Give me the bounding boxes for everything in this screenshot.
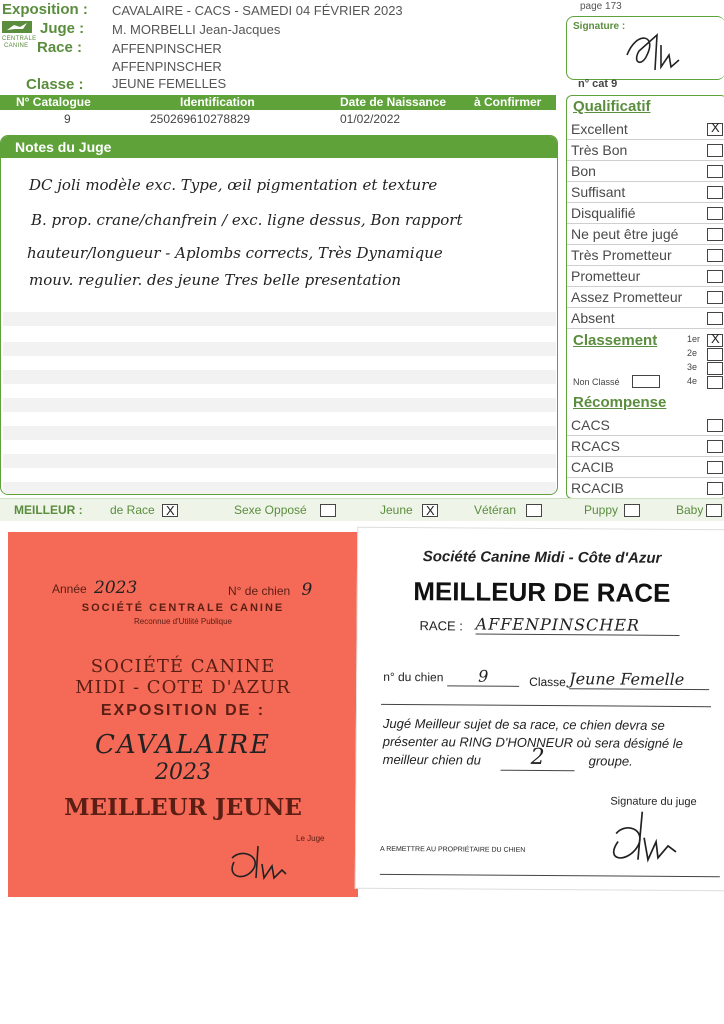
meilleur-baby[interactable]: Baby bbox=[676, 503, 704, 517]
classe-label-2: Classe bbox=[529, 674, 566, 690]
chien-value: 9 bbox=[301, 580, 313, 600]
qual-disqualifie[interactable]: Disqualifié bbox=[567, 202, 724, 224]
place-2[interactable]: 2e bbox=[687, 348, 698, 358]
chien-value-2: 9 bbox=[447, 666, 519, 687]
meilleur-jeune-card bbox=[8, 532, 358, 897]
le-juge: Le Juge bbox=[296, 834, 325, 843]
rec-cacib[interactable]: CACIB bbox=[567, 456, 724, 478]
qual-bon[interactable]: Bon bbox=[567, 160, 724, 182]
notes-title: Notes du Juge bbox=[1, 136, 557, 158]
meilleur-race[interactable]: de Race bbox=[110, 503, 155, 517]
place-3[interactable]: 3e bbox=[687, 362, 698, 372]
catalogue-header: N° Catalogue Identification Date de Naissance à Confirmer bbox=[0, 95, 556, 110]
qual-ne-peut-etre-juge[interactable]: Ne peut être jugé bbox=[567, 223, 724, 245]
catalogue-row: 9 250269610278829 01/02/2022 bbox=[64, 112, 401, 126]
notes-line: B. prop. crane/chanfrein / exc. ligne dessus, Bon rapport bbox=[31, 211, 463, 229]
qual-prometteur[interactable]: Prometteur bbox=[567, 265, 724, 287]
exposition-value: CAVALAIRE - CACS - SAMEDI 04 FÉVRIER 2023 bbox=[112, 3, 403, 18]
classe-value-2: Jeune Femelle bbox=[569, 669, 709, 690]
card2-org: Société Canine Midi - Côte d'Azur bbox=[422, 548, 662, 567]
chien-label: N° de chien bbox=[228, 584, 291, 598]
notes-line: DC joli modèle exc. Type, œil pigmentation et texture bbox=[29, 176, 438, 194]
card2-title: MEILLEUR DE RACE bbox=[413, 576, 671, 608]
card2-signature bbox=[594, 801, 690, 866]
chien-label-2: n° du chien bbox=[383, 669, 444, 685]
card2-text-3-end: groupe. bbox=[588, 753, 633, 769]
place-1[interactable]: 1er bbox=[687, 334, 701, 344]
exposition-label: Exposition : bbox=[2, 1, 88, 18]
qual-suffisant[interactable]: Suffisant bbox=[567, 181, 724, 203]
annee-label: Année bbox=[52, 582, 87, 596]
award-title: MEILLEUR JEUNE bbox=[64, 794, 302, 821]
meilleur-puppy[interactable]: Puppy bbox=[584, 503, 619, 517]
race-label-2: RACE : bbox=[419, 618, 463, 634]
juge-value: M. MORBELLI Jean-Jacques bbox=[112, 22, 281, 37]
page-number: page 173 bbox=[580, 1, 622, 12]
juge-label: Juge : bbox=[40, 20, 85, 37]
red-card-signature bbox=[216, 838, 306, 884]
race-label: Race : bbox=[37, 39, 83, 56]
meilleur-sexe-oppose[interactable]: Sexe Opposé bbox=[234, 503, 307, 517]
race-value: AFFENPINSCHER bbox=[112, 41, 222, 56]
card2-text-1: Jugé Meilleur sujet de sa race, ce chien devra se bbox=[382, 715, 665, 733]
qualificatif-panel: Qualificatif Excellent X Très Bon Bon Suffisant Disqualifié Ne peut être jugé Très Prometteur Prometteur Assez Prometteur Absent Classement 1er X 2e 3e 4e Non Classé Récompense CACS RCACS CACIB RCACIB bbox=[566, 95, 724, 499]
card2-footer: A REMETTRE AU PROPRIÉTAIRE DU CHIEN bbox=[379, 845, 526, 854]
expo-value: CAVALAIRE bbox=[94, 730, 272, 760]
groupe-value: 2 bbox=[501, 745, 575, 772]
meilleur-bar: MEILLEUR : de Race X Sexe Opposé Jeune X Vétéran Puppy Baby bbox=[0, 498, 724, 521]
card2-text-2: présenter au RING D'HONNEUR où sera désigné le bbox=[382, 733, 683, 751]
classement-title: Classement bbox=[573, 332, 658, 349]
card-title-1: SOCIÉTÉ CANINE bbox=[90, 656, 276, 677]
non-classe[interactable]: Non Classé bbox=[573, 377, 620, 387]
cat-label: n° cat 9 bbox=[578, 78, 618, 90]
qual-absent[interactable]: Absent bbox=[567, 307, 724, 329]
place-4[interactable]: 4e bbox=[687, 376, 698, 386]
race-value-hand: AFFENPINSCHER bbox=[476, 615, 680, 636]
rec-rcacs[interactable]: RCACS bbox=[567, 435, 724, 457]
classe-label: Classe : bbox=[26, 76, 84, 93]
meilleur-veteran[interactable]: Vétéran bbox=[474, 503, 517, 517]
rec-cacs[interactable]: CACS bbox=[567, 414, 724, 436]
meilleur-label: MEILLEUR : bbox=[14, 503, 83, 517]
qual-tres-prometteur[interactable]: Très Prometteur bbox=[567, 244, 724, 266]
logo: CENTRALE CANINE bbox=[2, 21, 32, 49]
notes-panel bbox=[0, 135, 558, 495]
meilleur-jeune[interactable]: Jeune bbox=[380, 503, 413, 517]
notes-line: hauteur/longueur - Aplombs corrects, Très Dynamique bbox=[27, 244, 443, 262]
signature-mark bbox=[617, 25, 697, 75]
classe-value: JEUNE FEMELLES bbox=[112, 76, 227, 91]
card-org: SOCIÉTÉ CENTRALE CANINE bbox=[81, 602, 285, 614]
qualificatif-title: Qualificatif bbox=[573, 98, 651, 115]
expo-label: EXPOSITION DE : bbox=[100, 702, 266, 719]
notes-line: mouv. regulier. des jeune Tres belle presentation bbox=[29, 271, 402, 289]
qual-excellent[interactable]: Excellent X bbox=[567, 118, 724, 140]
signature-box: Signature : bbox=[566, 16, 724, 80]
qual-assez-prometteur[interactable]: Assez Prometteur bbox=[567, 286, 724, 308]
card-title-2: MIDI - COTE D'AZUR bbox=[75, 677, 291, 698]
card2-text-3: meilleur chien du bbox=[382, 751, 481, 768]
recompense-title: Récompense bbox=[573, 394, 667, 411]
card-org-sub: Reconnue d'Utilité Publique bbox=[133, 617, 233, 626]
qual-tres-bon[interactable]: Très Bon bbox=[567, 139, 724, 161]
card2-signature-label: Signature du juge bbox=[610, 795, 697, 809]
rec-rcacib[interactable]: RCACIB bbox=[567, 477, 724, 498]
race-value-2: AFFENPINSCHER bbox=[112, 59, 222, 74]
annee-value: 2023 bbox=[94, 578, 138, 598]
meilleur-race-card bbox=[355, 527, 724, 892]
expo-year: 2023 bbox=[155, 760, 211, 785]
